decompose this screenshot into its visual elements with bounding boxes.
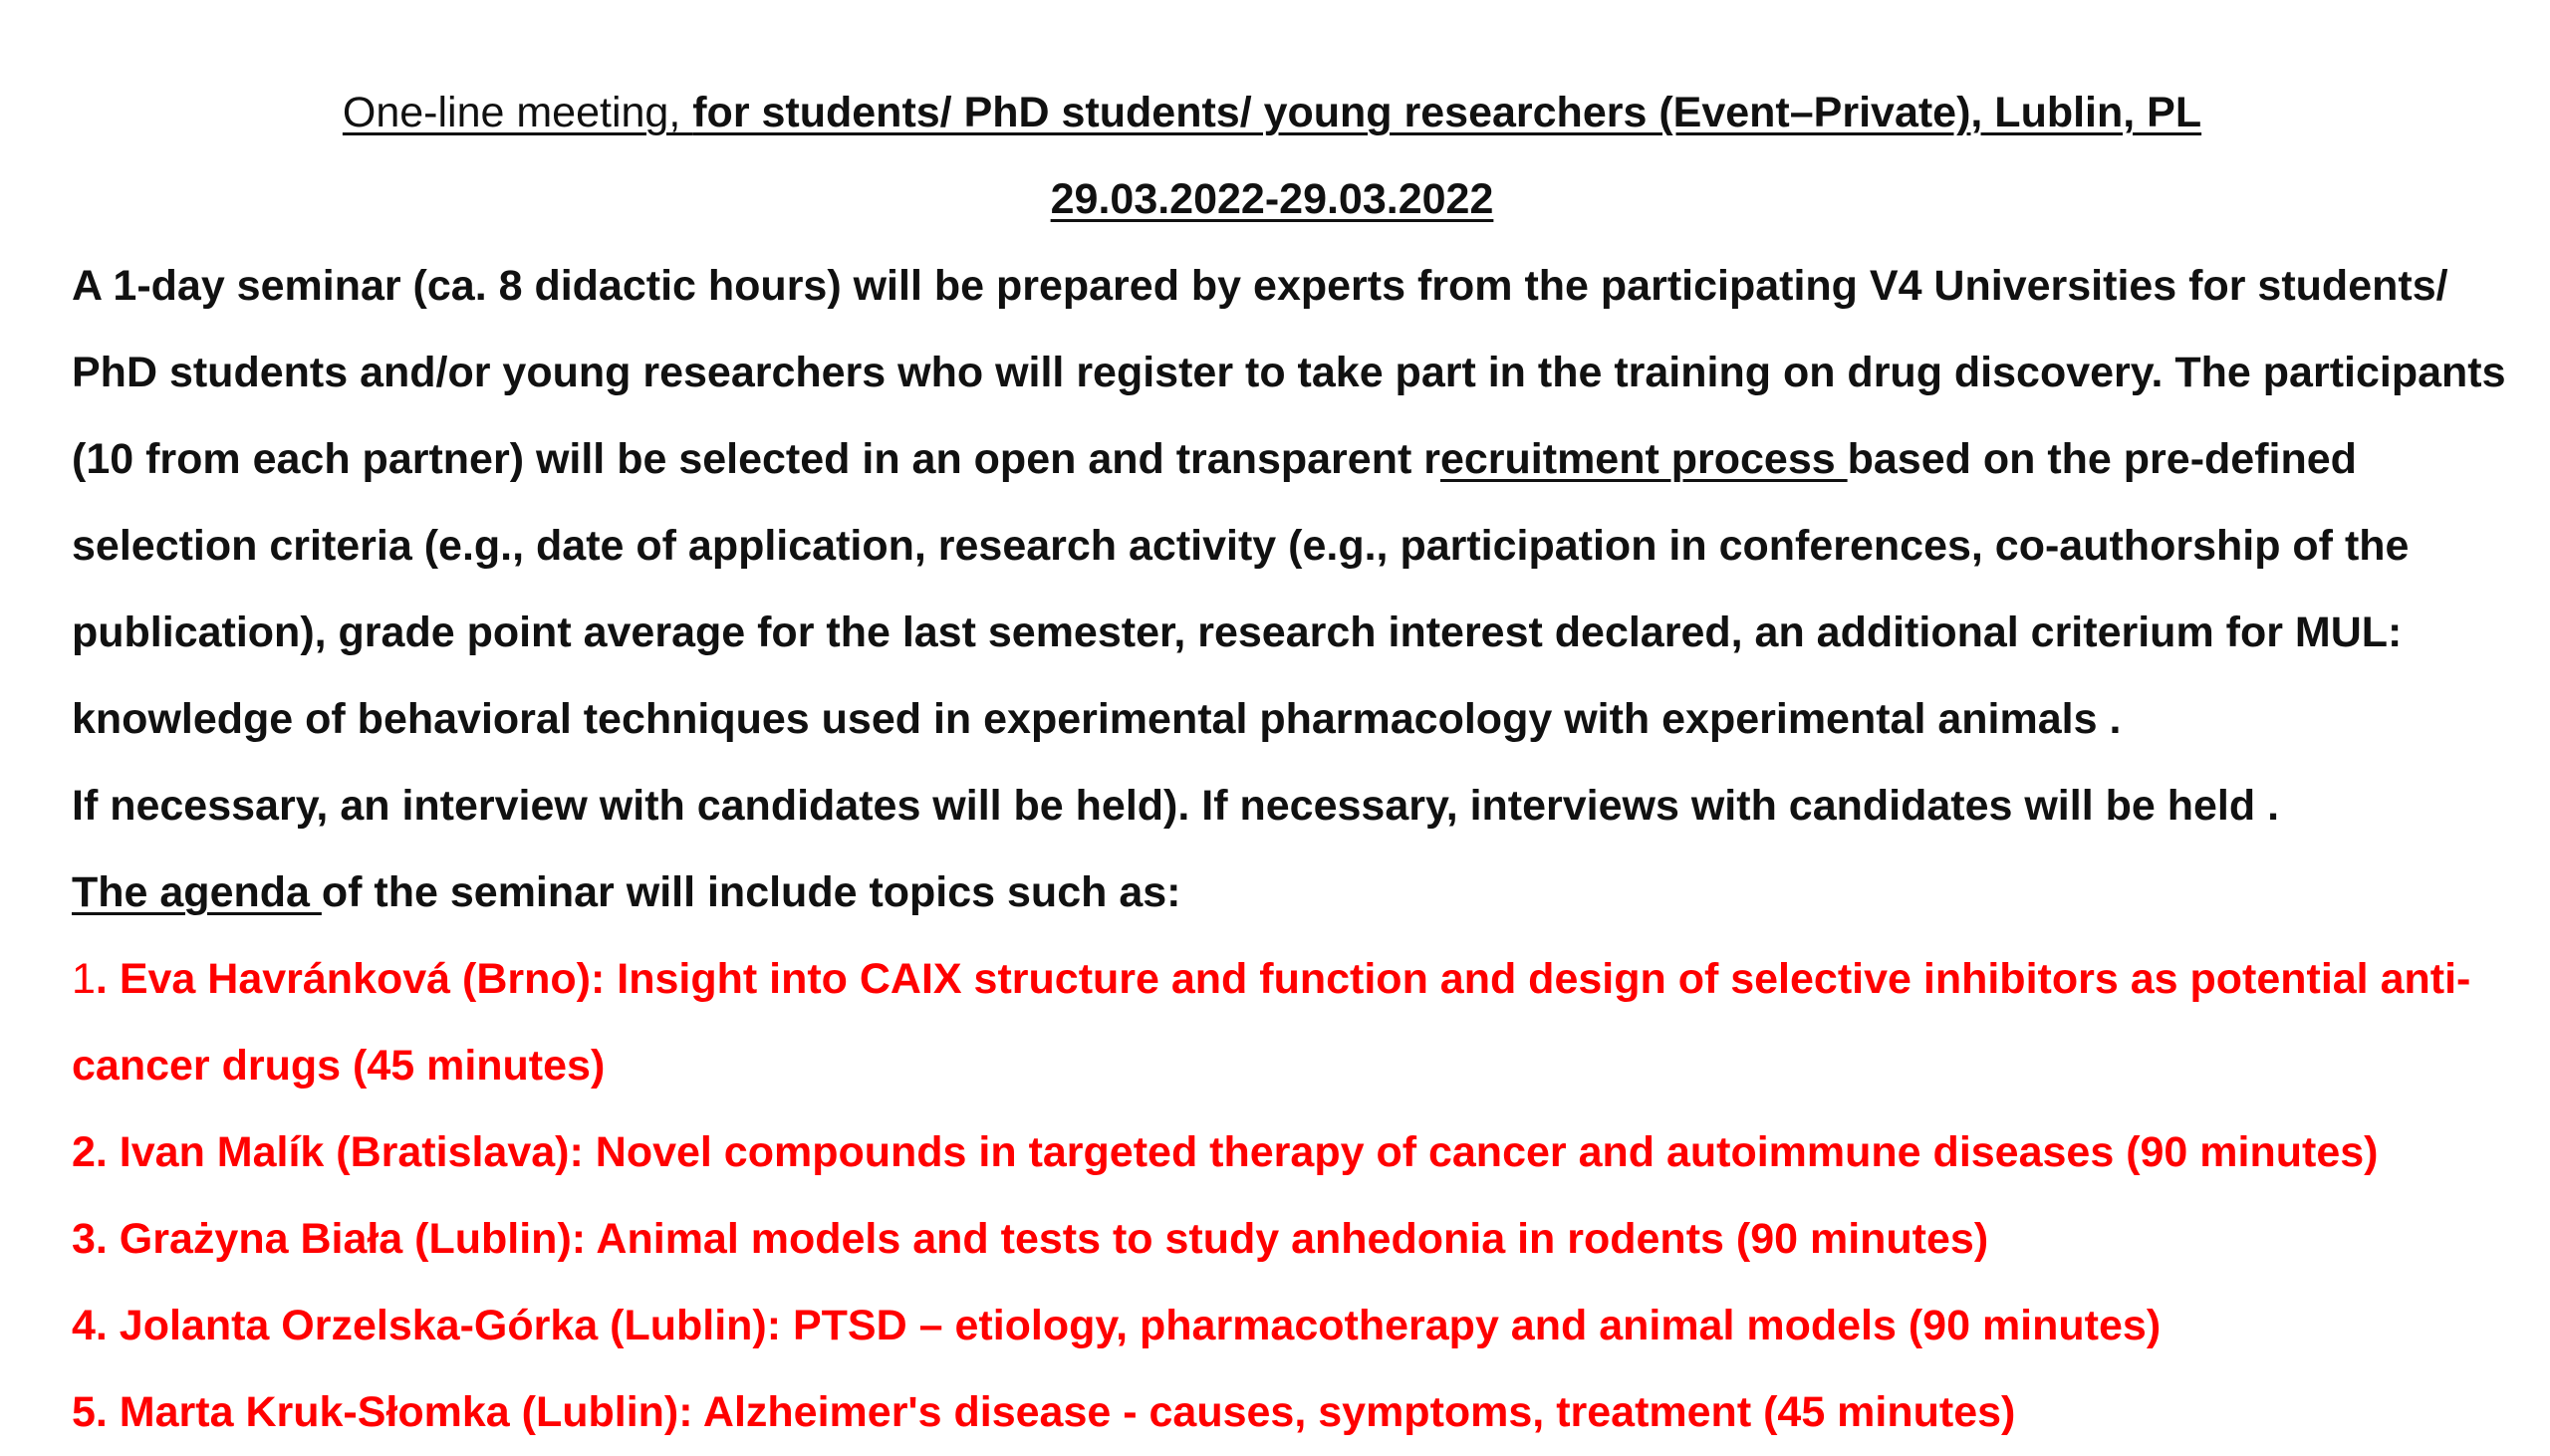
body-line-1: A 1-day seminar (ca. 8 didactic hours) will be prepared by experts from the participating V4 Universities for students/ bbox=[72, 262, 2448, 310]
heading-prefix: One-line meeting, bbox=[342, 89, 693, 136]
agenda-item-2: 2. Ivan Malík (Bratislava): Novel compounds in targeted therapy of cancer and autoimmune diseases (90 minutes) bbox=[72, 1128, 2379, 1176]
agenda-label: The agenda bbox=[72, 868, 322, 916]
agenda-item-5: 5. Marta Kruk-Słomka (Lublin): Alzheimer's disease - causes, symptoms, treatment (45 minutes) bbox=[72, 1388, 2016, 1436]
agenda-intro bbox=[72, 849, 2472, 936]
agenda-item-4: 4. Jolanta Orzelska-Górka (Lublin): PTSD – etiology, pharmacotherapy and animal models (90 minutes) bbox=[72, 1302, 2162, 1349]
agenda-item-1 bbox=[72, 936, 2472, 1023]
agenda-intro-rest: of the seminar will include topics such as: bbox=[321, 868, 1181, 916]
body-line-4: selection criteria (e.g., date of application, research activity (e.g., participation in conferences, co-authorship of the bbox=[72, 522, 2410, 570]
agenda-item-1-number: 1 bbox=[72, 955, 96, 1003]
agenda-item-3: 3. Grażyna Biała (Lublin): Animal models and tests to study anhedonia in rodents (90 minutes) bbox=[72, 1215, 1989, 1263]
body-line-7: If necessary, an interview with candidates will be held). If necessary, interviews with candidates will be held . bbox=[72, 782, 2280, 830]
body-line-5: publication), grade point average for the last semester, research interest declared, an additional criterium for MUL: bbox=[72, 608, 2403, 656]
meeting-dates: 29.03.2022-29.03.2022 bbox=[1050, 175, 1494, 223]
document-page bbox=[72, 70, 2506, 1456]
heading-title: for students/ PhD students/ young researchers (Event–Private), Lublin, PL bbox=[692, 89, 2202, 136]
body-line-6: knowledge of behavioral techniques used in experimental pharmacology with experimental animals . bbox=[72, 695, 2122, 743]
body-line-3-start: (10 from each partner) will be selected in an open and transparent r bbox=[72, 435, 1440, 483]
recruitment-process-link: ecruitment process bbox=[1439, 435, 1848, 483]
agenda-item-1-continued: cancer drugs (45 minutes) bbox=[72, 1042, 606, 1090]
agenda-item-1-text: . Eva Havránková (Brno): Insight into CAIX structure and function and design of selective inhibitors as potential anti- bbox=[95, 955, 2471, 1003]
body-line-3 bbox=[72, 416, 2472, 503]
body-line-3-end: based on the pre-defined bbox=[1847, 435, 2357, 483]
body-line-2: PhD students and/or young researchers who will register to take part in the training on drug discovery. The participants bbox=[72, 349, 2506, 396]
meeting-heading bbox=[72, 70, 2472, 156]
